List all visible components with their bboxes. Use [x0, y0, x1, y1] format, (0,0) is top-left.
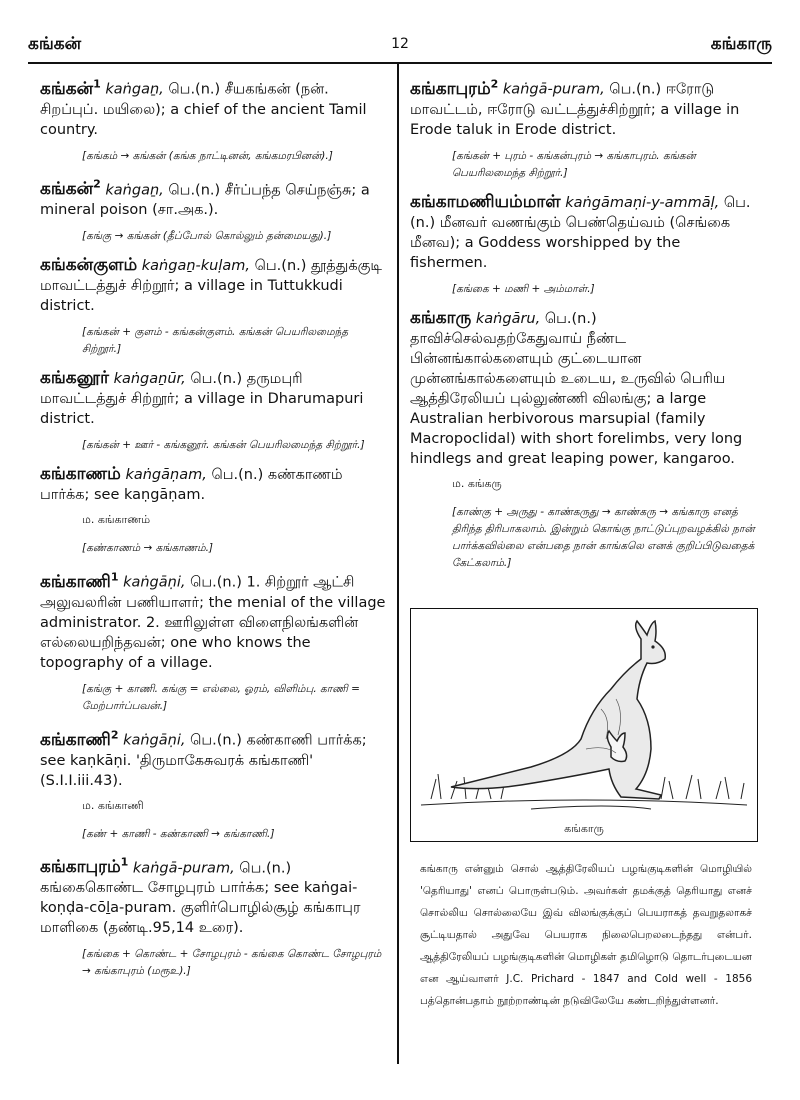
entry-definition: பெ.(n.) கண்காணம் பார்க்க; see kaṇgāṇam.	[40, 467, 343, 504]
entry-headword: கங்காரு	[410, 307, 472, 328]
header-rule	[28, 62, 772, 64]
right-column	[410, 74, 760, 582]
entry-cognate: ம. கங்காணம்	[82, 513, 151, 527]
entry-transliteration: kaṅgāmaṇi-y-ammāḷ,	[565, 194, 720, 211]
entry-transliteration: kaṅgāṇi,	[123, 574, 186, 591]
entry-definition: பெ.(n.) தூத்துக்குடி மாவட்டத்துச் சிற்றூர்; a village in Tuttukkudi district.	[40, 258, 382, 315]
entry-transliteration: kaṅgāru,	[475, 310, 541, 327]
entry-headword: கங்காபுரம்$^1$	[40, 855, 129, 878]
dictionary-entry	[40, 567, 390, 673]
entry-etymology: [கங்கன் + குளம் - கங்கன்குளம். கங்கன் பெயரிலமைந்த சிற்றூர்.]	[82, 326, 349, 356]
entry-etymology: [காண்கு + அருது - காண்கருது → காண்கரு → கங்காரு எனத் திரிந்த திரிபாகலாம். இன்றும் கொங்கு நாட்டுப்புறவழக்கில் நான் பார்க்கவில்லை என்பதை நான் காங்கலெ எனக் குறிப்பிடுவதைக் கேட்கலாம்.]	[452, 505, 755, 569]
entry-etymology: [கங்கன் + புரம் - கங்கன்புரம் → கங்காபுரம். கங்கன் பெயரிலமைந்த சிற்றூர்.]	[452, 149, 696, 179]
entry-transliteration: kaṅgaṉ-kuḷam,	[141, 258, 250, 275]
entry-etymology: [கங்கை + கொண்ட + சோழபுரம் - கங்கை கொண்ட சோழபுரம் → கங்காபுரம் (மரூஉ).]	[82, 948, 382, 978]
entry-etymology: [கங்கன் + ஊர் - கங்கனூர். கங்கன் பெயரிலமைந்த சிற்றூர்.]	[82, 439, 365, 452]
entry-headword: கங்காமணியம்மாள்	[410, 191, 561, 212]
entry-transliteration: kaṅgā-puram,	[502, 81, 605, 98]
entry-cognate: ம. கங்கரு	[452, 476, 502, 490]
entry-definition: பெ.(n.) 1. சிற்றூர் ஆட்சி அலுவலரின் பணியாளர்; the menial of the village administrator. 2. ஊரிலுள்ள விளைநிலங்களின் எல்லையறிந்தவன்; one who knows the topography of a village.	[40, 574, 386, 671]
entry-transliteration: kaṅgāṇi,	[123, 732, 186, 749]
entry-transliteration: kaṅgāṇam,	[125, 467, 207, 484]
entry-etymology: [கண்காணம் → கங்காணம்.]	[82, 542, 214, 555]
dictionary-entry	[40, 725, 390, 791]
left-column	[40, 74, 390, 990]
entry-headword: கங்கன்$^2$	[40, 177, 101, 200]
dictionary-entry	[410, 308, 760, 469]
page-number: 12	[391, 36, 409, 52]
entry-definition: பெ.(n.) தருமபுரி மாவட்டத்துச் சிற்றூர்; a village in Dharumapuri district.	[40, 371, 364, 428]
entry-headword: கங்கன்குளம்	[40, 255, 138, 276]
entry-headword: கங்கனூர்	[40, 368, 109, 389]
entry-cognate: ம. கங்காணி	[82, 798, 144, 812]
entry-headword: கங்காணம்	[40, 464, 121, 485]
entry-transliteration: kaṅgaṉ,	[105, 182, 164, 199]
dictionary-entry	[40, 175, 390, 221]
dictionary-entry	[410, 192, 760, 273]
figure-caption: கங்காரு	[564, 822, 604, 835]
entry-etymology: [கங்கை + மணி + அம்மாள்.]	[452, 282, 595, 295]
entry-etymology: [கங்கு → கங்கன் (தீப்போல் கொல்லும் தன்மையது).]	[82, 230, 332, 243]
kangaroo-figure	[410, 608, 758, 842]
entry-definition: பெ.(n.) ஈரோடு மாவட்டம், ஈரோடு வட்டத்துச்சிற்றூர்; a village in Erode taluk in Erode district.	[410, 81, 740, 138]
entry-etymology: [கண் + காணி - கண்காணி → கங்காணி.]	[82, 827, 275, 840]
running-head-right: கங்காரு	[710, 34, 772, 54]
entry-transliteration: kaṅgaṉ,	[105, 81, 164, 98]
entry-etymology: [கங்கம் → கங்கன் (கங்க நாட்டினன், கங்கமரபினன்).]	[82, 149, 333, 162]
dictionary-entry	[40, 464, 390, 505]
kangaroo-illustration-icon	[411, 609, 757, 841]
entry-headword: கங்காபுரம்$^2$	[410, 77, 499, 99]
dictionary-entry	[40, 255, 390, 316]
dictionary-entry	[40, 74, 390, 140]
column-divider	[397, 64, 399, 1064]
dictionary-entry	[40, 368, 390, 429]
dictionary-entry	[410, 74, 760, 140]
entry-definition: பெ.(n.) சீயகங்கன் (நன். சிறப்புப். மயிலை); a chief of the ancient Tamil country.	[40, 81, 367, 138]
entry-headword: கங்காணி$^2$	[40, 727, 119, 750]
kangaroo-note: கங்காரு என்னும் சொல் ஆத்திரேலியப் பழங்குடிகளின் மொழியில் 'தெரியாது' எனப் பொருள்படும். அவர்கள் தமக்குத் தெரியாது எனச் சொல்லிய சொல்லையே இவ் விலங்குக்குப் பெயராகத் தவறுதலாகச் சூட்டியதால் அதுவே பெயராக நிலைபெறலடைந்தது என்பர். ஆத்திரேலியப் பழங்குடிகளின் மொழிகள் தமிழொடு தொடர்புடையன என ஆய்வாளர் J.C. Prichard - 1847 and Cold well - 1856 பத்தொன்பதாம் நூற்றாண்டின் நடுவிலேயே கண்டறிந்துள்ளனர்.	[420, 863, 752, 1007]
entry-definition: பெ.(n.) கங்கைகொண்ட சோழபுரம் பார்க்க; see kaṅgai-koṇḍa-cōḻa-puram. குளிர்பொழில்சூழ் கங்காபுர மாளிகை (தண்டி.95,14 உரை).	[40, 860, 361, 937]
dictionary-entry	[40, 853, 390, 939]
entry-transliteration: kaṅgaṉūr,	[113, 371, 186, 388]
running-head-left: கங்கன்	[28, 34, 82, 54]
entry-definition: பெ.(n.) கண்காணி பார்க்க; see kaṇkāṇi. 'திருமாகேசுவரக் கங்காணி' (S.I.I.iii.43).	[40, 732, 367, 789]
page-header	[28, 30, 772, 60]
entry-definition: பெ.(n.) மீனவர் வணங்கும் பெண்தெய்வம் (செங்கை மீனவ); a Goddess worshipped by the fishermen.	[410, 194, 751, 271]
entry-etymology: [கங்கு + காணி. கங்கு = எல்லை, ஓரம், விளிம்பு. காணி = மேற்பார்ப்பவன்.]	[82, 682, 360, 712]
entry-definition: பெ.(n.) சீர்ப்பந்த செய்நஞ்சு; a mineral poison (சா.அக.).	[40, 182, 370, 219]
entry-headword: கங்காணி$^1$	[40, 570, 119, 592]
entry-transliteration: kaṅgā-puram,	[132, 860, 235, 877]
entry-headword: கங்கன்$^1$	[40, 77, 101, 99]
entry-definition: பெ.(n.) தாவிச்செல்வதற்கேதுவாய் நீண்ட பின்னங்கால்களையும் குட்டையான முன்னங்கால்களையும் உடைய, உருவில் பெரிய ஆத்திரேலியப் புல்லுண்ணி விலங்கு; a large Australian herbivorous marsupial (family Macropoclidal) with short forelimbs, very long hindlegs and great leaping power, kangaroo.	[410, 310, 743, 467]
